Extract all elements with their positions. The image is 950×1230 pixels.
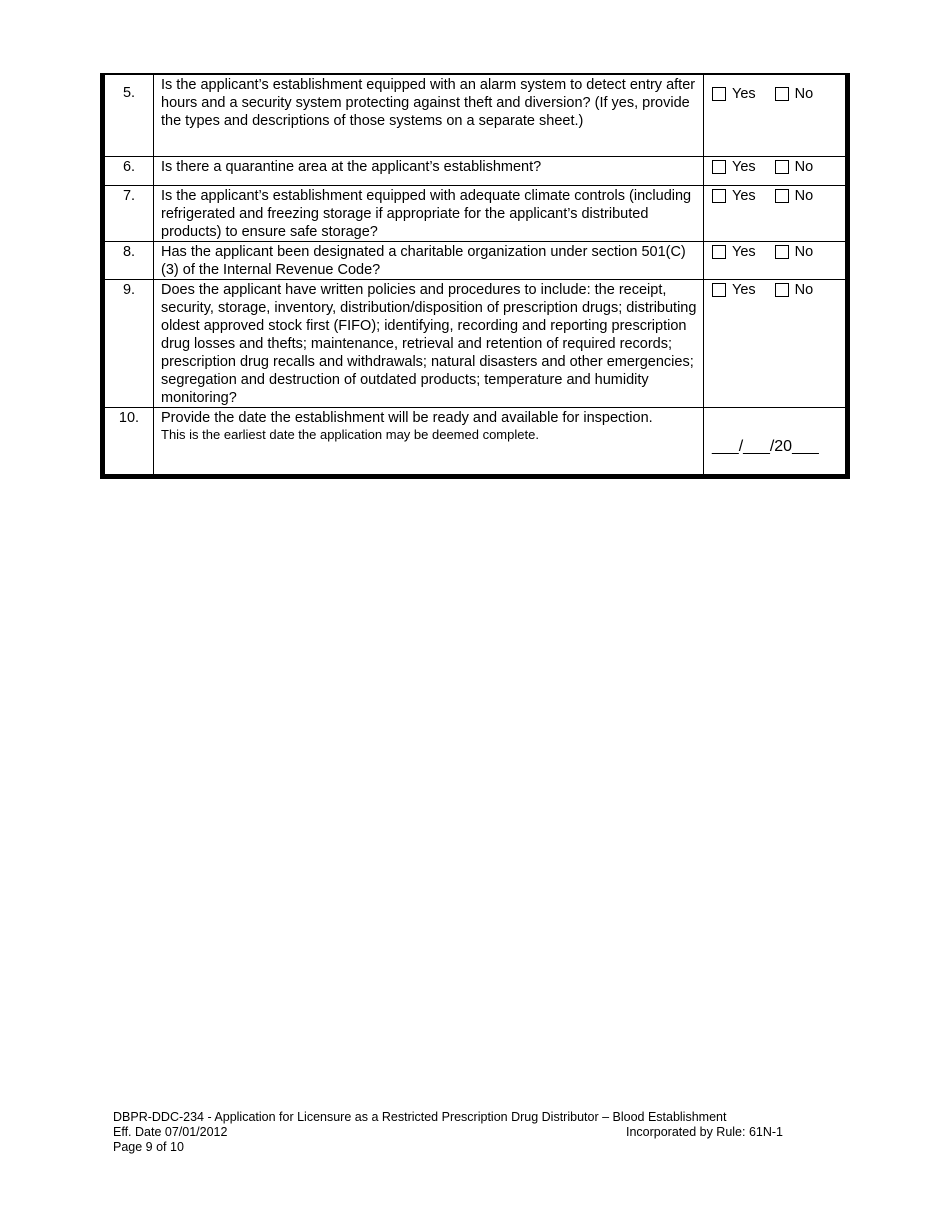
yes-label: Yes xyxy=(732,282,756,298)
question-text: Has the applicant been designated a charitable organization under section 501(C)(3) of the Internal Revenue Code? xyxy=(154,242,704,280)
question-text: Does the applicant have written policies and procedures to include: the receipt, security, storage, inventory, distribution/disposition of prescription drugs; distributing oldest approved stock first (FIFO); identifying, recording and reporting prescription drug losses and thefts; maintenance, retrieval and retention of required records; prescription drug recalls and withdrawals; natural disasters and other emergencies; segregation and destruction of outdated products; temperature and humidity monitoring? xyxy=(154,280,704,408)
rule-reference: Incorporated by Rule: 61N-1 xyxy=(625,1125,783,1139)
yes-label: Yes xyxy=(732,159,756,175)
yes-checkbox[interactable] xyxy=(712,87,726,101)
no-label: No xyxy=(794,159,814,175)
question-text: Is there a quarantine area at the applicant’s establishment? xyxy=(154,157,704,186)
yes-option[interactable] xyxy=(712,281,756,299)
yes-checkbox[interactable] xyxy=(712,189,726,203)
question-text: Provide the date the establishment will be ready and available for inspection. xyxy=(161,410,653,426)
page-number: Page 9 of 10 xyxy=(113,1140,184,1154)
question-cell xyxy=(154,408,704,477)
question-number: 9. xyxy=(103,280,154,408)
question-number: 5. xyxy=(103,74,154,157)
no-label: No xyxy=(794,188,814,204)
question-row xyxy=(103,157,848,186)
question-text: Is the applicant’s establishment equipped with an alarm system to detect entry after hours and a security system protecting against theft and diversion? (If yes, provide the types and descriptions of those systems on a separate sheet.) xyxy=(154,74,704,157)
form-title: DBPR-DDC-234 - Application for Licensure as a Restricted Prescription Drug Distributor – Blood Establishment xyxy=(113,1110,727,1124)
question-number: 8. xyxy=(103,242,154,280)
question-row xyxy=(103,280,848,408)
no-checkbox[interactable] xyxy=(775,160,789,174)
question-row xyxy=(103,74,848,157)
questions-table xyxy=(100,73,850,479)
yes-option[interactable] xyxy=(712,158,756,176)
yes-checkbox[interactable] xyxy=(712,160,726,174)
yes-option[interactable] xyxy=(712,85,756,103)
question-row xyxy=(103,408,848,477)
no-checkbox[interactable] xyxy=(775,245,789,259)
no-option[interactable] xyxy=(775,85,814,103)
answer-cell xyxy=(704,157,848,186)
no-option[interactable] xyxy=(775,281,814,299)
yes-option[interactable] xyxy=(712,243,756,261)
no-label: No xyxy=(794,244,814,260)
question-number: 6. xyxy=(103,157,154,186)
no-checkbox[interactable] xyxy=(775,189,789,203)
answer-cell xyxy=(704,280,848,408)
no-label: No xyxy=(794,86,814,102)
answer-cell xyxy=(704,186,848,242)
effective-date: Eff. Date 07/01/2012 xyxy=(113,1125,228,1139)
question-note: This is the earliest date the application may be deemed complete. xyxy=(161,427,539,442)
no-checkbox[interactable] xyxy=(775,87,789,101)
no-option[interactable] xyxy=(775,187,814,205)
answer-cell xyxy=(704,74,848,157)
yes-checkbox[interactable] xyxy=(712,283,726,297)
yes-checkbox[interactable] xyxy=(712,245,726,259)
no-checkbox[interactable] xyxy=(775,283,789,297)
question-text: Is the applicant’s establishment equipped with adequate climate controls (including refrigerated and freezing storage if appropriate for the applicant’s distributed products) to ensure safe storage? xyxy=(154,186,704,242)
yes-label: Yes xyxy=(732,244,756,260)
yes-label: Yes xyxy=(732,188,756,204)
inspection-date-field[interactable]: ___/___/20___ xyxy=(712,438,819,455)
question-row xyxy=(103,242,848,280)
no-option[interactable] xyxy=(775,243,814,261)
question-number: 7. xyxy=(103,186,154,242)
yes-label: Yes xyxy=(732,86,756,102)
no-option[interactable] xyxy=(775,158,814,176)
no-label: No xyxy=(794,282,814,298)
question-row xyxy=(103,186,848,242)
question-number: 10. xyxy=(103,408,154,477)
yes-option[interactable] xyxy=(712,187,756,205)
answer-cell xyxy=(704,242,848,280)
answer-cell xyxy=(704,408,848,477)
page-footer xyxy=(113,1110,783,1155)
